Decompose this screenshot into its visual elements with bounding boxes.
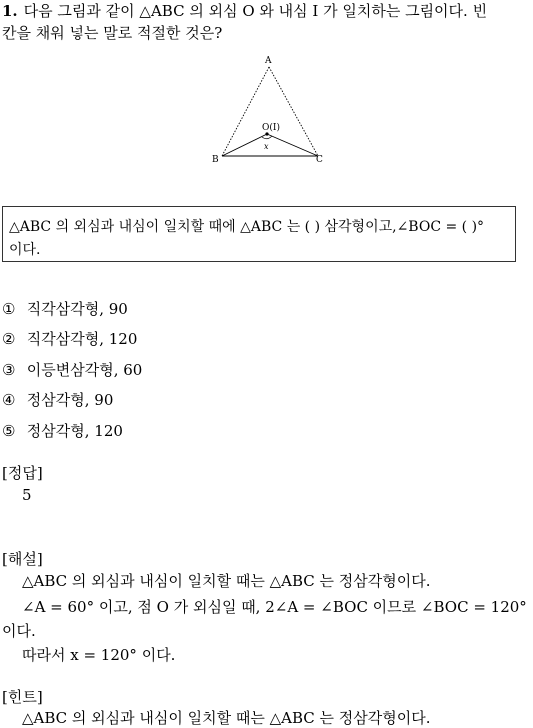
answer-value: 5 xyxy=(22,486,32,504)
choice-2-number: ② xyxy=(2,330,16,348)
vertex-label-b: B xyxy=(212,155,219,165)
triangle-side-ac xyxy=(269,67,318,156)
question-line-2: 칸을 채워 넣는 말로 적절한 것은? xyxy=(2,24,223,42)
angle-label-x: x xyxy=(264,142,269,151)
question-text-1: 다음 그림과 같이 △ABC 의 외심 O 와 내심 I 가 일치하는 그림이다. 빈 xyxy=(23,2,488,20)
choice-1-number: ① xyxy=(2,300,16,318)
vertex-label-a: A xyxy=(265,56,272,66)
explanation-label: [해설] xyxy=(2,550,43,568)
angle-x-arc xyxy=(262,136,272,139)
explanation-line-3: 이다. xyxy=(2,622,36,640)
choice-4-number: ④ xyxy=(2,391,16,409)
fill-in-box xyxy=(2,206,516,262)
choice-5-text: 정삼각형, 120 xyxy=(26,422,123,440)
hint-line-1: △ABC 의 외심과 내심이 일치할 때는 △ABC 는 정삼각형이다. xyxy=(22,709,431,727)
choice-3-text: 이등변삼각형, 60 xyxy=(26,361,143,379)
box-text-line-2: 이다. xyxy=(9,242,41,258)
answer-label: [정답] xyxy=(2,464,43,482)
choice-1[interactable] xyxy=(2,298,128,319)
choice-4[interactable] xyxy=(2,389,113,410)
choice-4-text: 정삼각형, 90 xyxy=(26,391,114,409)
question-line-1 xyxy=(2,2,487,20)
choice-3[interactable] xyxy=(2,359,142,380)
question-number: 1. xyxy=(2,2,18,20)
choice-2[interactable] xyxy=(2,328,137,349)
center-label-oi: O(I) xyxy=(262,123,280,133)
explanation-line-4: 따라서 x = 120° 이다. xyxy=(22,646,176,664)
choice-1-text: 직각삼각형, 90 xyxy=(26,300,128,318)
hint-label: [힌트] xyxy=(2,688,43,706)
explanation-line-2: ∠A = 60° 이고, 점 O 가 외심일 때, 2∠A = ∠BOC 이므로 ∠BOC = 120° xyxy=(22,598,527,616)
choice-3-number: ③ xyxy=(2,361,16,379)
vertex-label-c: C xyxy=(316,155,323,165)
triangle-side-ab xyxy=(222,67,269,156)
segment-bo xyxy=(222,134,267,156)
choice-5[interactable] xyxy=(2,420,123,441)
triangle-figure xyxy=(205,50,335,170)
segment-oc xyxy=(267,134,318,156)
choice-5-number: ⑤ xyxy=(2,422,16,440)
box-text-line-1: △ABC 의 외심과 내심이 일치할 때에 △ABC 는 ( ) 삼각형이고,∠BOC = ( )° xyxy=(9,219,485,235)
choice-2-text: 직각삼각형, 120 xyxy=(26,330,138,348)
explanation-line-1: △ABC 의 외심과 내심이 일치할 때는 △ABC 는 정삼각형이다. xyxy=(22,572,431,590)
